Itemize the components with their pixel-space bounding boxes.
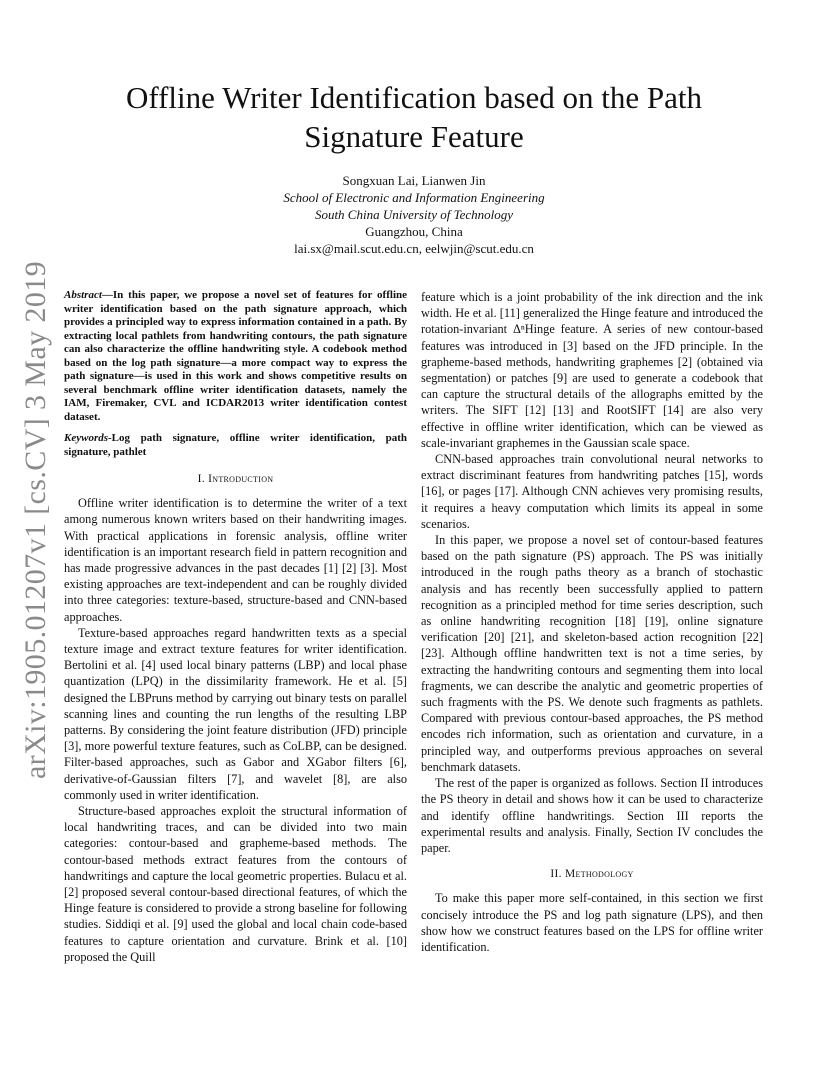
- paragraph: CNN-based approaches train convolutional neural networks to extract discriminant features from handwriting patches [15], words [16], or pages [17]. Although CNN achieves very promising results, it requires a heavy computation which limits its appeal in some scenarios.: [421, 452, 763, 531]
- title-line-2: Signature Feature: [304, 119, 524, 154]
- section-number: II.: [550, 868, 565, 881]
- left-column: [64, 289, 407, 965]
- keywords-text: -Log path signature, offline writer identification, path signature, pathlet: [64, 432, 407, 458]
- keywords-label: Keywords: [64, 432, 108, 444]
- paragraph: feature which is a joint probability of the ink direction and the ink width. He et al. [11] generalized the Hinge feature and introduced the rotation-invariant ΔⁿHinge feature. A series of new contour-based features was introduced in [3] based on the JFD principle. In the grapheme-based methods, handwriting graphemes [2] (obtained via segmentation) or patches [9] are used to generate a codebook that can capture the structural details of the allographs emitted by the writers. The SIFT [12] [13] and RootSIFT [14] are also very effective in offline writer identification, which can be viewed as scale-invariant graphemes in the Gaussian scale space.: [421, 290, 763, 450]
- right-column: [421, 289, 763, 955]
- author-block: [80, 172, 748, 257]
- paragraph: Texture-based approaches regard handwritten texts as a special texture image and extract texture features for writer identification. Bertolini et al. [4] used local binary patterns (LBP) and local phase quantization (LPQ) in the dissimilarity framework. He et al. [5] designed the LBPruns method by carrying out binary tests on parallel scanning lines and counting the run lengths of the resulting LBP patterns. By considering the joint feature distribution (JFD) principle [3], more powerful texture features, such as CoLBP, can be designed. Filter-based approaches, such as Gabor and XGabor filters [6], derivative-of-Gaussian filters [7], and wavelet [8], are also commonly used in writer identification.: [64, 625, 407, 802]
- abstract-text: —In this paper, we propose a novel set of features for offline writer identification based on the path signature approach, which provides a principled way to express information contained in a path. By extracting local pathlets from handwriting contours, the path signature can also characterize the offline handwriting style. A codebook method based on the log path signature—a more compact way to express the path signature—is used in this work and shows competitive results on several benchmark offline writer identification datasets, namely the IAM, Firemaker, CVL and ICDAR2013 writer identification contest dataset.: [64, 289, 407, 423]
- author-city: Guangzhou, China: [365, 224, 463, 239]
- paragraph: Structure-based approaches exploit the structural information of local handwriting traces, and can be divided into two main categories: contour-based and grapheme-based methods. The contour-based methods extract features from the contours of handwritings and capture the local geometric properties. Bulacu et al. [2] proposed several contour-based directional features, of which the Hinge feature is considered to provide a strong baseline for following studies. Siddiqi et al. [9] used the global and local chain code-based features to capture orientation and curvature. Brink et al. [10] proposed the Quill: [64, 804, 407, 964]
- paragraph: The rest of the paper is organized as follows. Section II introduces the PS theory in detail and shows how it can be used to characterize and identify offline handwritings. Section III reports the experimental results and analysis. Finally, Section IV concludes the paper.: [421, 776, 763, 855]
- author-university: South China University of Technology: [314, 207, 514, 222]
- author-names: Songxuan Lai, Lianwen Jin: [342, 173, 486, 188]
- section-heading-introduction: [64, 471, 407, 487]
- author-emails[interactable]: lai.sx@mail.scut.edu.cn, eelwjin@scut.edu.cn: [294, 241, 534, 256]
- abstract-label: Abstract: [64, 289, 102, 301]
- arxiv-identifier[interactable]: arXiv:1905.01207v1 [cs.CV] 3 May 2019: [19, 260, 52, 780]
- abstract: [64, 289, 407, 424]
- paragraph: In this paper, we propose a novel set of contour-based features based on the path signature (PS) approach. The PS was initially introduced in the rough paths theory as a branch of stochastic analysis and has recently been successfully applied to pattern recognition as a principled method for time series description, such as online handwriting recognition [18] [19], online signature verification [20] [21], and skeleton-based action recognition [22] [23]. Although offline handwritten text is not a time series, by extracting the handwriting contours and segmenting them into local fragments, we can describe the analytic and geometric properties of such fragments with the PS. We denote such fragments as pathlets. Compared with previous contour-based approaches, the PS method encodes rich information, such as orientation and curvature, in a principled way, and outperforms previous approaches on several benchmark datasets.: [421, 533, 763, 774]
- title-line-1: Offline Writer Identification based on the Path: [125, 80, 703, 115]
- paragraph: To make this paper more self-contained, in this section we first concisely introduce the PS and log path signature (LPS), and then show how we construct features based on the LPS for offline writer identification.: [421, 891, 763, 954]
- section-heading-methodology: [421, 866, 763, 882]
- paper-title: [80, 78, 748, 156]
- section-title: Methodology: [564, 868, 634, 881]
- author-school: School of Electronic and Information Engineering: [283, 190, 545, 205]
- paragraph: Offline writer identification is to determine the writer of a text among numerous known writers based on their handwriting images. With practical applications in forensic analysis, offline writer identification is an important research field in pattern recognition and has made progressive advances in the past decades [1] [2] [3]. Most existing approaches are text-independent and can be roughly divided into three categories: texture-based, structure-based and CNN-based approaches.: [64, 496, 407, 624]
- section-title: Introduction: [208, 473, 274, 485]
- keywords: [64, 432, 407, 459]
- section-number: I.: [197, 473, 209, 485]
- arxiv-stamp: [14, 260, 58, 780]
